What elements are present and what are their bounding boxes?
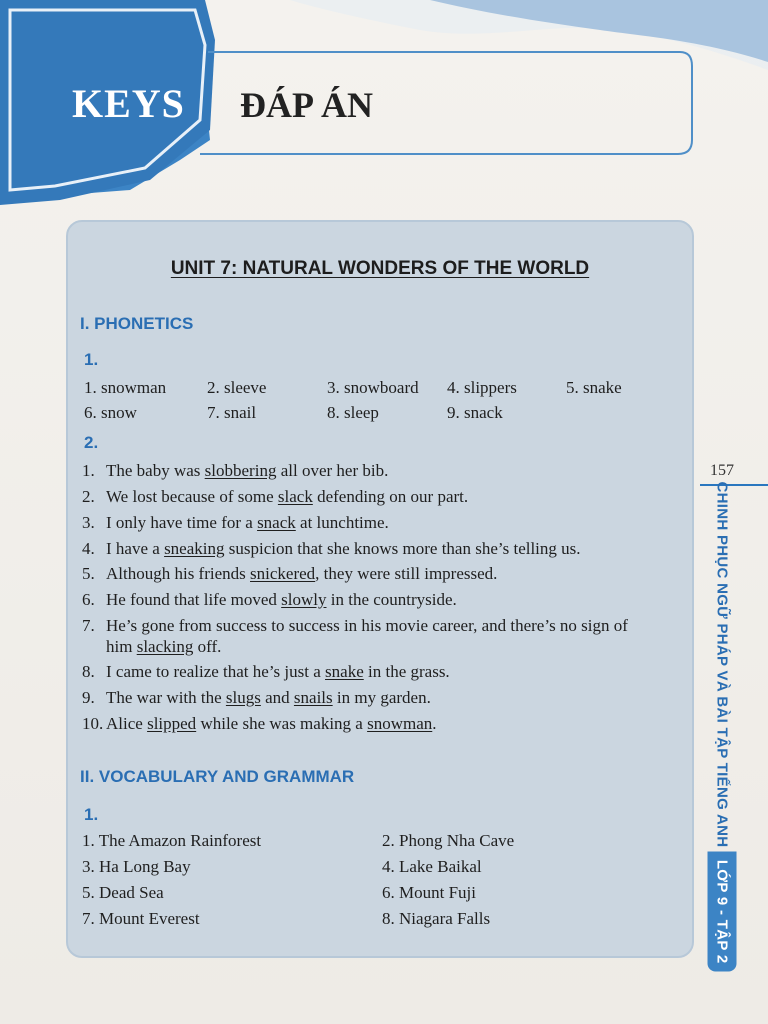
section-phonetics-title: I. PHONETICS — [80, 314, 194, 333]
exercise-number: 2. — [84, 433, 99, 452]
keys-label: KEYS — [72, 81, 185, 126]
answer-sentence: 10. Alice slipped while she was making a snowman. — [82, 714, 437, 733]
sidebar-book-title: CHINH PHỤC NGỮ PHÁP VÀ BÀI TẬP TIẾNG ANH LỚP 9 - TẬP 2 — [702, 500, 742, 952]
answer-item: 1. The Amazon Rainforest — [82, 831, 262, 850]
answer-item: 2. Phong Nha Cave — [382, 831, 515, 850]
grade-label: LỚP 9 - TẬP 2 — [708, 851, 737, 971]
answer-item: 4. Lake Baikal — [382, 857, 482, 876]
answer-item: 8. sleep — [327, 403, 379, 422]
unit-title: UNIT 7: NATURAL WONDERS OF THE WORLD — [170, 258, 590, 279]
answer-sentence: 7. He’s gone from success to success in his movie career, and there’s no sign of him slacking off. — [82, 616, 628, 656]
answer-sentence: 1. The baby was slobbering all over her bib. — [82, 461, 389, 480]
answer-sentence: 4. I have a sneaking suspicion that she knows more than she’s telling us. — [82, 539, 581, 558]
page-number: 157 — [710, 462, 734, 479]
exercise-number: 1. — [84, 350, 99, 369]
answer-item: 8. Niagara Falls — [382, 909, 491, 928]
answer-item: 6. snow — [84, 403, 137, 422]
answer-sentence: 2. We lost because of some slack defending on our part. — [82, 487, 469, 506]
answer-item: 3. Ha Long Bay — [82, 857, 191, 876]
answer-item: 7. Mount Everest — [82, 909, 200, 928]
answer-sentence: 5. Although his friends snickered, they were still impressed. — [82, 564, 498, 583]
answer-sentence: 3. I only have time for a snack at lunchtime. — [82, 513, 389, 532]
answer-item: 3. snowboard — [327, 378, 419, 397]
section-vocabulary-title: II. VOCABULARY AND GRAMMAR — [80, 767, 355, 786]
sidebar-divider — [700, 484, 768, 486]
answer-item: 9. snack — [447, 403, 503, 422]
answer-sentence: 8. I came to realize that he’s just a snake in the grass. — [82, 662, 450, 681]
answer-item: 5. snake — [566, 378, 622, 397]
answer-item: 2. sleeve — [207, 378, 267, 397]
answer-sentence: 6. He found that life moved slowly in the countryside. — [82, 590, 457, 609]
answer-item: 4. slippers — [447, 378, 517, 397]
exercise-number: 1. — [84, 805, 99, 824]
answer-item: 7. snail — [207, 403, 257, 422]
answer-item: 1. snowman — [84, 378, 167, 397]
page-title: ĐÁP ÁN — [240, 85, 373, 125]
answer-sentence: 9. The war with the slugs and snails in my garden. — [82, 688, 431, 707]
answer-item: 5. Dead Sea — [82, 883, 164, 902]
answer-item: 6. Mount Fuji — [382, 883, 476, 902]
